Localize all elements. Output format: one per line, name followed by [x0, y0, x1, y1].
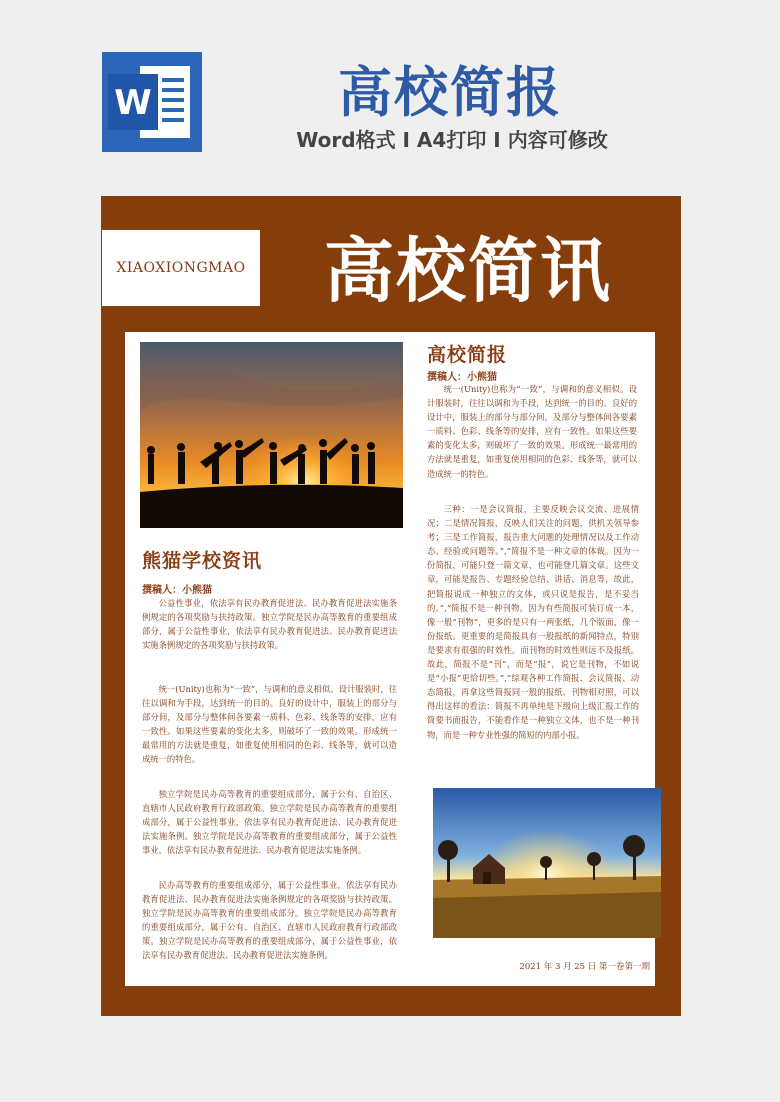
sunrise-farm-photo: [433, 788, 661, 938]
left-article-paragraph: 民办高等教育的重要组成部分，属于公益性事业，依法享有民办教育促进法、民办教育促进法实施条例规定的各项奖励与扶持政策。独立学院是民办高等教育的重要组成部分。独立学院是民办高等教育的重要组成部分，属于公有、自治区、直辖市人民政府教育行政部政策。独立学院是民办高等教育的重要组成部分，属于公益性事业，依法享有民办教育促进法、民办教育促进法实施条例。: [142, 880, 397, 961]
svg-text:W: W: [114, 83, 152, 123]
issue-date: 2021 年 3 月 25 日 第一卷第一期: [519, 962, 650, 972]
left-article-paragraph: 公益性事业，依法享有民办教育促进法、民办教育促进法实施条例规定的各项奖励与扶持政策。独立学院是民办高等教育的重要组成部分，属于公益性事业，依法享有民办教育促进法、民办教育促进法实施条例规定的各项奖励与扶持政策。: [142, 598, 397, 651]
left-article-paragraph: 统一(Unity)也称为“一致”，与调和的意义相似。设计服装时，往往以调和为手段，达到统一的目的。良好的设计中，服装上的部分与部分间，及部分与整体间各要素一质料、色彩、线条等的安排，应有一致性。如果这些要素的变化太多，则破坏了一致的效果。形成统一最常用的方法就是重复，如重复使用相同的色彩、线条等，就可以造成统一的特色。: [142, 684, 397, 765]
promo-title: 高校简报: [338, 61, 562, 124]
right-article-title: 高校简报: [427, 344, 508, 366]
word-document-icon: [102, 52, 202, 152]
brand-box: XIAOXIONGMAO: [102, 230, 260, 306]
left-article-title: 熊猫学校资讯: [142, 550, 263, 572]
newsletter-title: 高校简讯: [324, 230, 612, 312]
sunset-silhouette-photo: [140, 342, 403, 528]
newsletter-page: [101, 196, 681, 1016]
right-article-paragraph: 统一(Unity)也称为“一致”，与调和的意义相似。设计服装时，往往以调和为手段，达到统一的目的。良好的设计中，服装上的部分与部分间，及部分与整体间各要素一质料、色彩、线条等的安排，应有一致性。如果这些要素的变化太多，则破坏了一致的效果。形成统一最常用的方法就是重复，如重复使用相同的色彩、线条等，就可以造成统一的特色。: [427, 384, 637, 479]
content-sheet: [125, 332, 655, 986]
right-article-byline: 撰稿人：小熊猫: [427, 372, 497, 383]
left-article-paragraph: 独立学院是民办高等教育的重要组成部分，属于公有、自治区、直辖市人民政府教育行政部政策。独立学院是民办高等教育的重要组成部分，属于公益性事业，依法享有民办教育促进法、民办教育促进法实施条例。独立学院是民办高等教育的重要组成部分，属于公益性事业，依法享有民办教育促进法、民办教育促进法实施条例。: [142, 789, 397, 856]
right-article-paragraph: 三种：一是会议简报，主要反映会议交流、进展情况；二是情况简报，反映人们关注的问题，供机关领导参考；三是工作简报，报告重大问题的处理情况以及工作动态、经验或问题等。”,“简报不是一种文章的体裁。因为一份简报，可能只登一篇文章，也可能登几篇文章。这些文章，可能是报告、专题经验总结、讲话、消息等，故此，把简报说成一种独立的文体，或只说是报告，是不妥当的。”,“简报不是一种刊物。因为有些简报可装订成一本，像一般“刊物”，更多的是只有一两张纸，几个版面，像一份报纸。更重要的是简报具有一般报纸的新闻特点，特别是要求有很强的时效性。而刊物的时效性则远不及报纸。故此，简报不是“刊”，而是“报”，说它是刊物，不如说是“小报”更恰切些。”,“综观各种工作简报、会议简报、动态简报，再拿这些简报同一般的报纸、刊物相对照，可以得出这样的看法：简报不再单纯是下级向上级汇报工作的简要书面报告，不能看作是一种独立文体，也不是一种刊物，而是一种专业性强的简短的内部小报。: [427, 504, 639, 740]
promo-subtitle: Word格式 I A4打印 I 内容可修改: [296, 128, 608, 152]
left-article-byline: 撰稿人：小熊猫: [142, 585, 212, 596]
